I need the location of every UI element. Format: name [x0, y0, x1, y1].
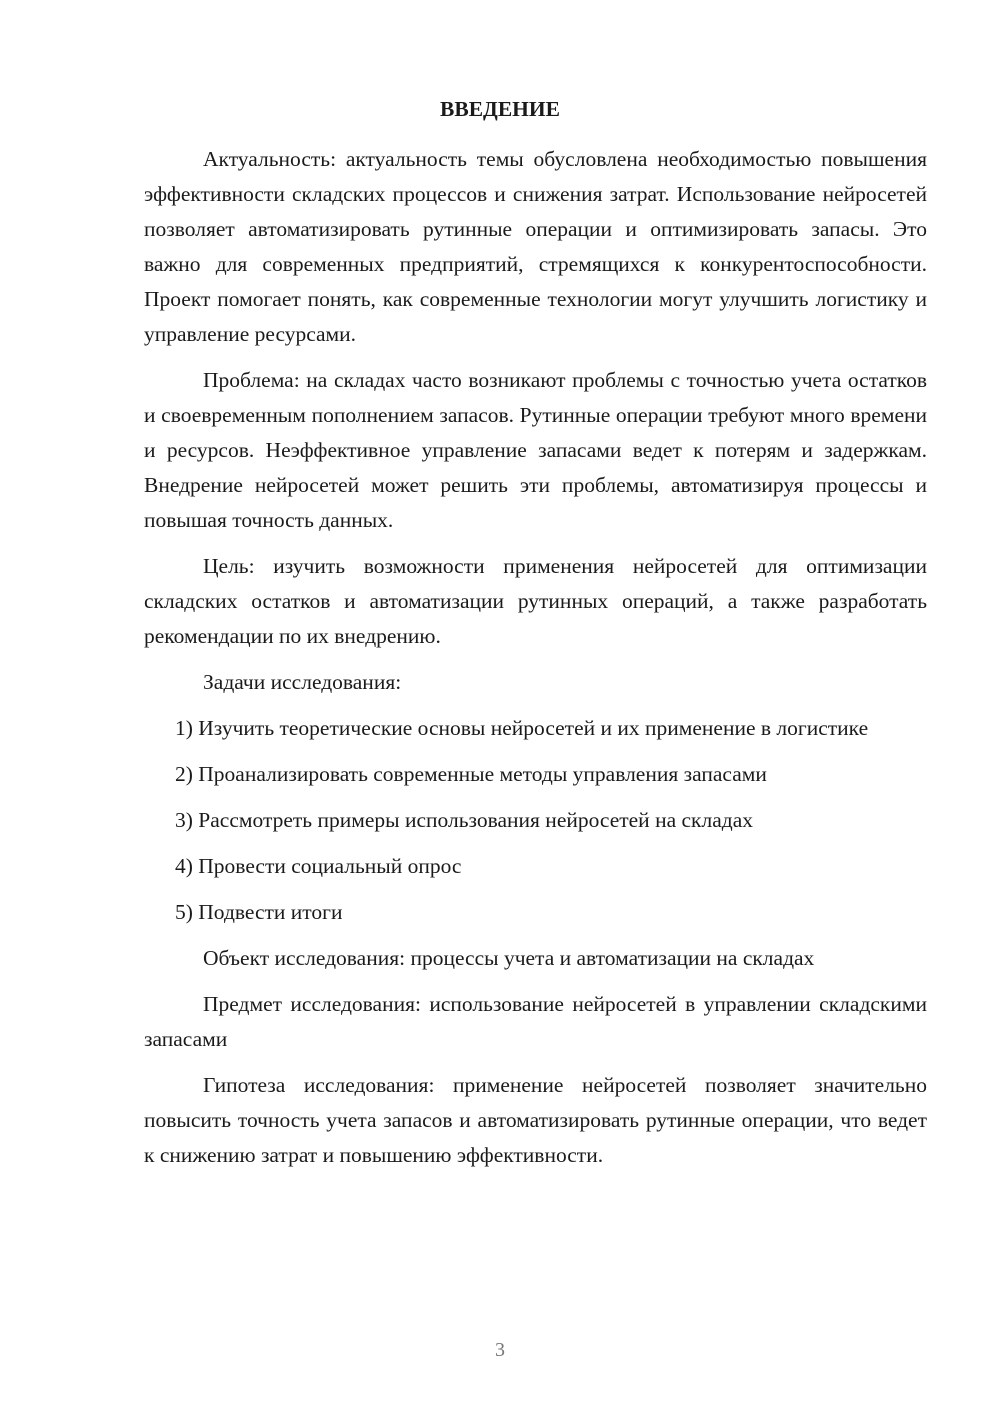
paragraph-object: Объект исследования: процессы учета и автоматизации на складах: [203, 946, 815, 970]
page-title: ВВЕДЕНИЕ: [440, 97, 560, 121]
list-item-task-2: 2) Проанализировать современные методы управления запасами: [175, 762, 767, 786]
paragraph-relevance: Актуальность: актуальность темы обусловлена необходимостью повышения эффективности складских процессов и снижения затрат. Использование нейросетей позволяет автоматизировать рутинные операции и оптимизировать запасы. Это важно для современных предприятий, стремящихся к конкурентоспособности. Проект помогает понять, как современные технологии могут улучшить логистику и управление ресурсами.: [144, 147, 927, 346]
paragraph-goal: Цель: изучить возможности применения нейросетей для оптимизации складских остатков и автоматизации рутинных операций, а также разработать рекомендации по их внедрению.: [144, 554, 927, 648]
paragraph-problem: Проблема: на складах часто возникают проблемы с точностью учета остатков и своевременным пополнением запасов. Рутинные операции требуют много времени и ресурсов. Неэффективное управление запасами ведет к потерям и задержкам. Внедрение нейросетей может решить эти проблемы, автоматизируя процессы и повышая точность данных.: [144, 368, 927, 532]
paragraph-subject: Предмет исследования: использование нейросетей в управлении складскими запасами: [144, 992, 927, 1051]
paragraph-hypothesis: Гипотеза исследования: применение нейросетей позволяет значительно повысить точность учета запасов и автоматизировать рутинные операции, что ведет к снижению затрат и повышению эффективности.: [144, 1073, 927, 1167]
tasks-heading: Задачи исследования:: [203, 670, 402, 694]
page-number: 3: [495, 1339, 505, 1361]
list-item-task-1: 1) Изучить теоретические основы нейросетей и их применение в логистике: [175, 716, 869, 740]
list-item-task-3: 3) Рассмотреть примеры использования нейросетей на складах: [175, 808, 753, 832]
document-body: [144, 142, 927, 1184]
list-item-task-4: 4) Провести социальный опрос: [175, 854, 462, 878]
list-item-task-5: 5) Подвести итоги: [175, 900, 343, 924]
